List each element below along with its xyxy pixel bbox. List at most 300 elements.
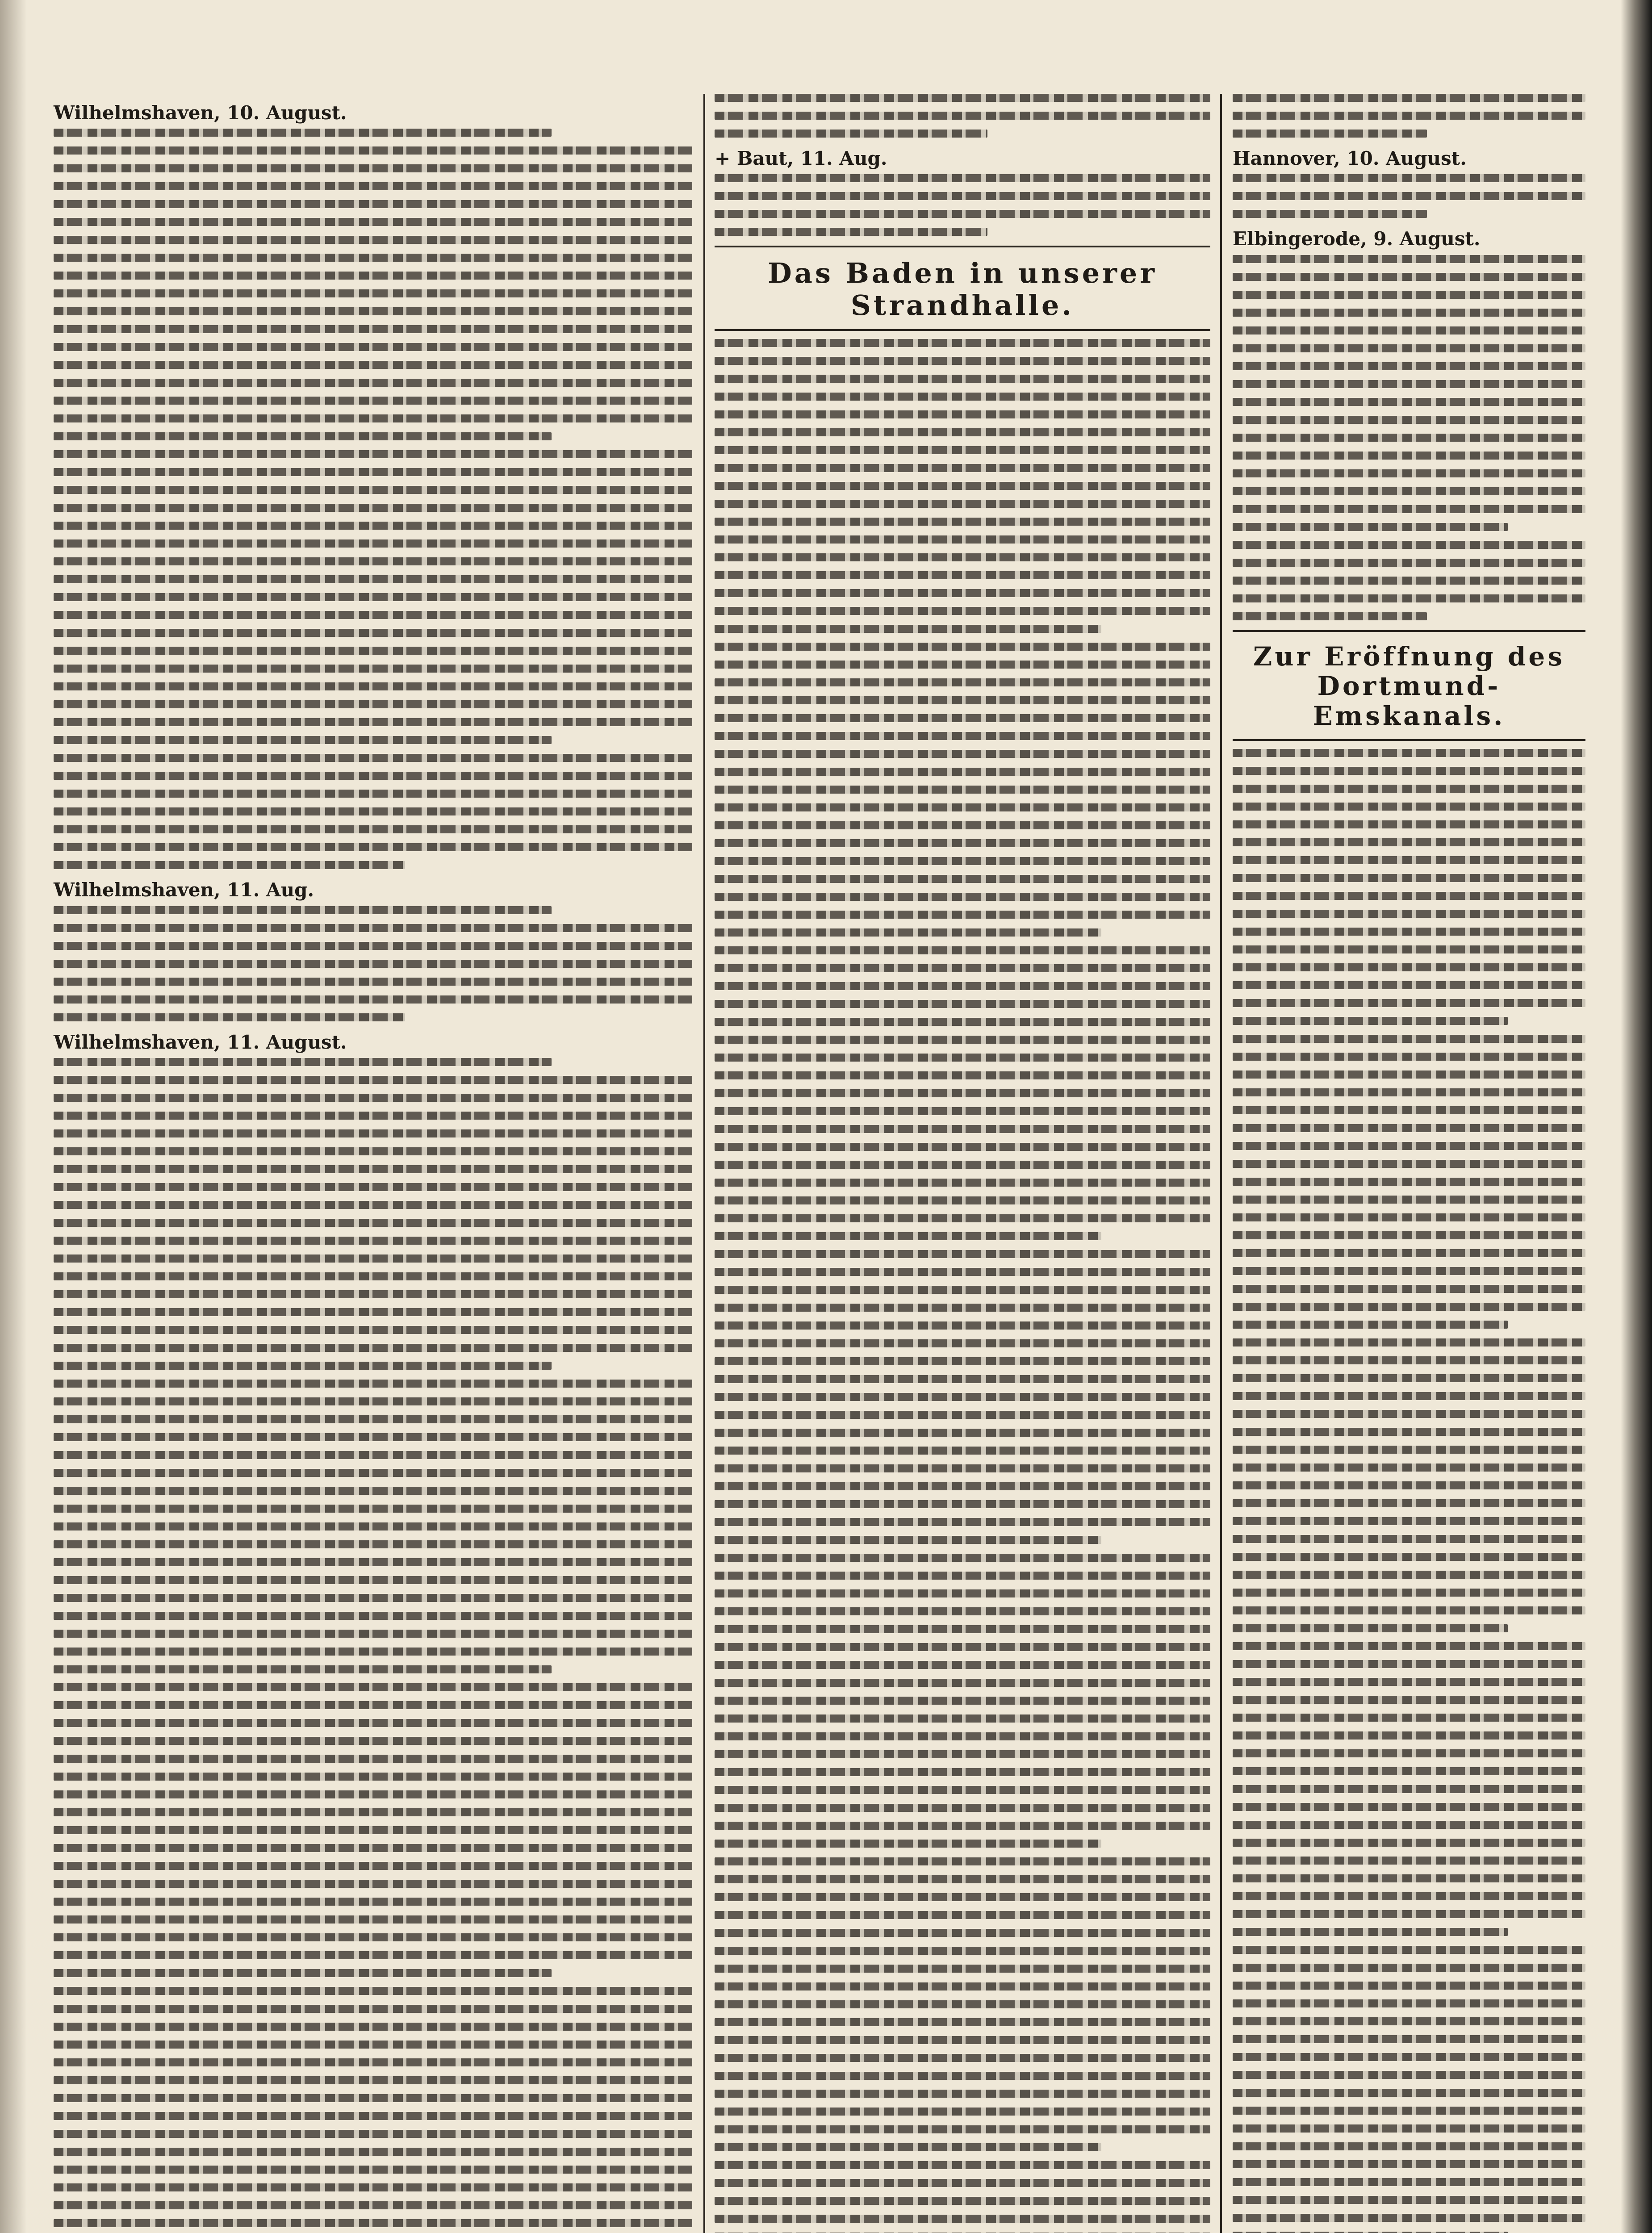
text-line bbox=[1233, 1874, 1585, 1882]
text-line bbox=[1233, 1196, 1585, 1204]
text-line bbox=[715, 1697, 1210, 1705]
text-line bbox=[54, 379, 692, 387]
text-line bbox=[715, 428, 1210, 436]
section-heading: Das Baden in unserer Strandhalle. bbox=[768, 257, 1157, 322]
text-line bbox=[715, 2072, 1210, 2080]
text-line bbox=[54, 924, 692, 932]
text-line bbox=[715, 768, 1210, 776]
text-line bbox=[1233, 1928, 1508, 1936]
text-line bbox=[715, 339, 1210, 347]
text-line bbox=[1233, 1249, 1585, 1257]
text-line bbox=[54, 522, 692, 530]
text-line bbox=[1233, 1839, 1585, 1847]
text-line bbox=[1233, 362, 1585, 370]
text-line bbox=[715, 535, 1210, 544]
text-line bbox=[1233, 1678, 1585, 1686]
text-line bbox=[54, 1594, 692, 1602]
text-line bbox=[1233, 1338, 1585, 1346]
text-line bbox=[54, 325, 692, 333]
text-line bbox=[715, 1893, 1210, 1901]
article-body bbox=[54, 906, 692, 1021]
text-line bbox=[54, 539, 692, 548]
text-line bbox=[1233, 1160, 1585, 1168]
column-middle bbox=[715, 94, 1210, 2233]
section-separator bbox=[1233, 739, 1585, 741]
text-line bbox=[54, 1719, 692, 1727]
text-line bbox=[1233, 1446, 1585, 1454]
text-line bbox=[715, 174, 1210, 182]
text-line bbox=[715, 192, 1210, 200]
text-line bbox=[1233, 594, 1585, 602]
text-line bbox=[715, 1000, 1210, 1008]
text-line bbox=[1233, 2214, 1585, 2222]
text-line bbox=[1233, 928, 1585, 936]
text-line bbox=[54, 1237, 692, 1245]
text-line bbox=[1233, 1053, 1585, 1061]
text-line bbox=[715, 130, 987, 138]
page-binding-shadow bbox=[0, 0, 27, 2233]
text-line bbox=[1233, 1410, 1585, 1418]
text-line bbox=[54, 1183, 692, 1191]
text-line bbox=[715, 893, 1210, 901]
text-line bbox=[715, 1018, 1210, 1026]
text-line bbox=[54, 254, 692, 262]
text-line bbox=[1233, 130, 1427, 138]
text-line bbox=[54, 1397, 692, 1405]
text-line bbox=[715, 1143, 1210, 1151]
text-line bbox=[1233, 1946, 1585, 1954]
text-line bbox=[715, 732, 1210, 740]
text-line bbox=[54, 2005, 692, 2013]
text-line bbox=[715, 625, 1101, 633]
text-line bbox=[54, 1326, 692, 1334]
text-line bbox=[1233, 309, 1585, 317]
text-line bbox=[54, 557, 692, 565]
section-separator bbox=[1233, 630, 1585, 632]
text-line bbox=[1233, 1553, 1585, 1561]
text-line bbox=[715, 1393, 1210, 1401]
text-line bbox=[715, 112, 1210, 120]
dateline: Wilhelmshaven, 11. Aug. bbox=[54, 879, 314, 901]
text-line bbox=[715, 2108, 1210, 2116]
text-line bbox=[715, 982, 1210, 990]
text-line bbox=[715, 2179, 1210, 2187]
text-line bbox=[54, 1487, 692, 1495]
text-line bbox=[715, 821, 1210, 829]
text-line bbox=[54, 289, 692, 297]
text-line bbox=[715, 1875, 1210, 1883]
dateline: Hannover, 10. August. bbox=[1233, 147, 1467, 169]
section-separator bbox=[715, 246, 1210, 247]
article-body bbox=[1233, 174, 1585, 218]
text-line bbox=[1233, 803, 1585, 811]
text-line bbox=[54, 1290, 692, 1298]
text-line bbox=[54, 182, 692, 190]
text-line bbox=[715, 1554, 1210, 1562]
section-separator bbox=[715, 329, 1210, 331]
text-line bbox=[54, 2166, 692, 2174]
text-line bbox=[1233, 344, 1585, 352]
text-line bbox=[715, 1625, 1210, 1633]
text-line bbox=[54, 1898, 692, 1906]
text-line bbox=[54, 843, 692, 851]
text-line bbox=[54, 1076, 692, 1084]
text-line bbox=[715, 228, 987, 236]
text-line bbox=[715, 2161, 1210, 2169]
text-line bbox=[54, 2076, 692, 2084]
text-line bbox=[54, 1630, 692, 1638]
text-line bbox=[54, 1112, 692, 1120]
text-line bbox=[54, 1558, 692, 1566]
text-line bbox=[1233, 1017, 1508, 1025]
text-line bbox=[715, 1911, 1210, 1919]
text-line bbox=[54, 2112, 692, 2120]
text-line bbox=[715, 1161, 1210, 1169]
text-line bbox=[1233, 1303, 1585, 1311]
text-line bbox=[1233, 1267, 1585, 1275]
text-line bbox=[1233, 1767, 1585, 1775]
text-line bbox=[715, 1089, 1210, 1097]
text-line bbox=[1233, 1124, 1585, 1132]
text-line bbox=[54, 978, 692, 986]
text-line bbox=[54, 1362, 552, 1370]
text-line bbox=[715, 1786, 1210, 1794]
text-line bbox=[54, 807, 692, 815]
text-line bbox=[1233, 820, 1585, 828]
text-line bbox=[54, 2058, 692, 2066]
text-line bbox=[715, 1840, 1101, 1848]
text-line bbox=[54, 1129, 692, 1137]
text-line bbox=[1233, 1731, 1585, 1740]
text-line bbox=[715, 393, 1210, 401]
text-line bbox=[54, 1094, 692, 1102]
text-line bbox=[715, 1214, 1210, 1222]
text-line bbox=[715, 1304, 1210, 1312]
text-line bbox=[715, 1732, 1210, 1740]
text-line bbox=[54, 1272, 692, 1280]
text-line bbox=[1233, 416, 1585, 424]
text-line bbox=[1233, 1142, 1585, 1150]
text-line bbox=[715, 500, 1210, 508]
text-line bbox=[715, 2143, 1101, 2151]
text-line bbox=[54, 450, 692, 458]
column-right bbox=[1233, 94, 1585, 2233]
text-line bbox=[1233, 1035, 1585, 1043]
text-line bbox=[715, 607, 1210, 615]
text-line bbox=[1233, 1499, 1585, 1507]
text-line bbox=[1233, 2089, 1585, 2097]
text-line bbox=[1233, 523, 1508, 531]
text-line bbox=[715, 1411, 1210, 1419]
text-line bbox=[715, 1607, 1210, 1615]
text-line bbox=[54, 146, 692, 155]
text-line bbox=[54, 1880, 692, 1888]
text-line bbox=[54, 1987, 692, 1995]
text-line bbox=[715, 589, 1210, 597]
text-line bbox=[1233, 2160, 1585, 2168]
text-line bbox=[54, 772, 692, 780]
text-line bbox=[715, 1679, 1210, 1687]
text-line bbox=[1233, 1428, 1585, 1436]
text-line bbox=[1233, 767, 1585, 775]
text-line bbox=[1233, 1749, 1585, 1757]
text-line bbox=[54, 2219, 692, 2227]
text-line bbox=[1233, 112, 1585, 120]
text-line bbox=[54, 665, 692, 673]
text-line bbox=[54, 1254, 692, 1263]
text-line bbox=[54, 2023, 692, 2031]
text-line bbox=[54, 611, 692, 619]
text-line bbox=[715, 928, 1101, 937]
text-line bbox=[1233, 577, 1585, 585]
text-line bbox=[715, 2018, 1210, 2026]
text-line bbox=[1233, 1660, 1585, 1668]
text-line bbox=[54, 1790, 692, 1798]
text-line bbox=[1233, 1088, 1585, 1096]
text-line bbox=[715, 1536, 1101, 1544]
text-line bbox=[1233, 2124, 1585, 2133]
text-line bbox=[715, 786, 1210, 794]
text-line bbox=[1233, 1571, 1585, 1579]
text-line bbox=[1233, 487, 1585, 495]
text-line bbox=[1233, 1803, 1585, 1811]
text-line bbox=[715, 482, 1210, 490]
text-line bbox=[1233, 1321, 1508, 1329]
text-line bbox=[54, 1576, 692, 1584]
text-line bbox=[54, 647, 692, 655]
text-line bbox=[54, 2183, 692, 2191]
text-line bbox=[1233, 2107, 1585, 2115]
text-line bbox=[715, 1286, 1210, 1294]
text-line bbox=[715, 1036, 1210, 1044]
text-line bbox=[1233, 434, 1585, 442]
text-line bbox=[715, 571, 1210, 579]
text-line bbox=[54, 200, 692, 208]
text-line bbox=[715, 518, 1210, 526]
text-line bbox=[715, 1268, 1210, 1276]
text-line bbox=[1233, 291, 1585, 299]
text-line bbox=[54, 218, 692, 226]
section-heading: Zur Eröffnung des Dortmund-Emskanals. bbox=[1253, 641, 1565, 732]
text-line bbox=[54, 2130, 692, 2138]
text-line bbox=[1233, 505, 1585, 513]
text-line bbox=[715, 1054, 1210, 1062]
text-line bbox=[715, 661, 1210, 669]
text-line bbox=[1233, 1857, 1585, 1865]
text-line bbox=[715, 1804, 1210, 1812]
text-line bbox=[715, 464, 1210, 472]
text-line bbox=[715, 357, 1210, 365]
text-line bbox=[54, 1433, 692, 1441]
text-line bbox=[54, 1505, 692, 1513]
text-line bbox=[715, 2197, 1210, 2205]
text-line bbox=[715, 1750, 1210, 1758]
dateline: Wilhelmshaven, 11. August. bbox=[54, 1031, 347, 1053]
text-line bbox=[54, 1522, 692, 1530]
text-line bbox=[54, 861, 405, 869]
text-line bbox=[54, 1915, 692, 1924]
text-line bbox=[1233, 1213, 1585, 1221]
text-line bbox=[54, 2094, 692, 2102]
text-line bbox=[54, 1755, 692, 1763]
text-line bbox=[1233, 1821, 1585, 1829]
text-line bbox=[54, 1380, 692, 1388]
article-body bbox=[1233, 749, 1585, 2233]
page-edge-shadow bbox=[1621, 0, 1652, 2233]
text-line bbox=[54, 1951, 692, 1959]
text-line bbox=[715, 1518, 1210, 1526]
text-line bbox=[715, 1643, 1210, 1651]
text-line bbox=[54, 343, 692, 351]
text-line bbox=[1233, 856, 1585, 864]
text-line bbox=[715, 1464, 1210, 1472]
text-line bbox=[1233, 1589, 1585, 1597]
text-line bbox=[54, 629, 692, 637]
text-line bbox=[715, 410, 1210, 418]
column-rule-2 bbox=[1220, 94, 1222, 2233]
text-line bbox=[54, 682, 692, 690]
text-line bbox=[1233, 1714, 1585, 1722]
text-line bbox=[54, 1219, 692, 1227]
text-line bbox=[1233, 94, 1585, 102]
text-line bbox=[715, 946, 1210, 954]
text-line bbox=[1233, 255, 1585, 263]
text-line bbox=[715, 1857, 1210, 1865]
text-line bbox=[715, 553, 1210, 561]
text-line bbox=[54, 236, 692, 244]
article-body bbox=[715, 339, 1210, 2233]
text-line bbox=[715, 1447, 1210, 1455]
text-line bbox=[715, 875, 1210, 883]
text-line bbox=[1233, 1785, 1585, 1793]
text-line bbox=[715, 1572, 1210, 1580]
article-body bbox=[715, 174, 1210, 236]
text-line bbox=[1233, 1535, 1585, 1543]
text-line bbox=[54, 361, 692, 369]
text-line bbox=[54, 1344, 692, 1352]
text-line bbox=[1233, 273, 1585, 281]
text-line bbox=[54, 1648, 692, 1656]
text-line bbox=[715, 1107, 1210, 1115]
text-line bbox=[1233, 2071, 1585, 2079]
text-line bbox=[54, 1165, 692, 1173]
text-line bbox=[54, 960, 692, 968]
text-line bbox=[715, 1822, 1210, 1830]
dateline: + Baut, 11. Aug. bbox=[715, 147, 887, 169]
text-line bbox=[1233, 1464, 1585, 1472]
text-line bbox=[715, 1196, 1210, 1204]
text-line bbox=[54, 468, 692, 476]
text-line bbox=[1233, 2017, 1585, 2025]
text-line bbox=[715, 375, 1210, 383]
text-line bbox=[54, 504, 692, 512]
text-line bbox=[1233, 945, 1585, 953]
text-line bbox=[715, 714, 1210, 722]
text-line bbox=[54, 754, 692, 762]
article-body bbox=[1233, 94, 1585, 138]
text-line bbox=[715, 2054, 1210, 2062]
text-line bbox=[54, 1540, 692, 1548]
text-line bbox=[1233, 326, 1585, 335]
text-line bbox=[1233, 2142, 1585, 2150]
text-line bbox=[1233, 192, 1585, 200]
text-line bbox=[715, 1375, 1210, 1383]
text-line bbox=[54, 2148, 692, 2156]
text-line bbox=[54, 486, 692, 494]
text-line bbox=[1233, 749, 1585, 757]
text-line bbox=[54, 307, 692, 315]
text-line bbox=[1233, 452, 1585, 460]
text-line bbox=[715, 1339, 1210, 1347]
text-line bbox=[1233, 1999, 1585, 2007]
dateline: Elbingerode, 9. August. bbox=[1233, 228, 1481, 250]
text-line bbox=[1233, 1374, 1585, 1382]
text-line bbox=[54, 1013, 405, 1021]
text-line bbox=[715, 1982, 1210, 1990]
text-line bbox=[715, 2125, 1210, 2133]
text-line bbox=[1233, 1178, 1585, 1186]
text-line bbox=[1233, 1642, 1585, 1650]
text-line bbox=[715, 2215, 1210, 2223]
article-body bbox=[54, 129, 692, 869]
text-line bbox=[1233, 1696, 1585, 1704]
text-line bbox=[1233, 210, 1427, 218]
text-line bbox=[54, 575, 692, 583]
text-line bbox=[715, 1500, 1210, 1508]
text-line bbox=[715, 2090, 1210, 2098]
text-line bbox=[715, 1929, 1210, 1937]
text-line bbox=[54, 1844, 692, 1852]
text-line bbox=[54, 1612, 692, 1620]
text-line bbox=[1233, 469, 1585, 477]
text-line bbox=[715, 1232, 1101, 1240]
text-line bbox=[54, 718, 692, 726]
text-line bbox=[1233, 874, 1585, 882]
text-line bbox=[715, 1947, 1210, 1955]
text-line bbox=[715, 1714, 1210, 1723]
text-line bbox=[54, 1451, 692, 1459]
text-line bbox=[715, 1250, 1210, 1258]
text-line bbox=[54, 129, 552, 137]
text-line bbox=[1233, 2053, 1585, 2061]
text-line bbox=[715, 964, 1210, 972]
text-line bbox=[54, 1308, 692, 1316]
text-line bbox=[54, 1808, 692, 1816]
text-line bbox=[1233, 838, 1585, 846]
text-line bbox=[54, 1201, 692, 1209]
text-line bbox=[54, 736, 552, 744]
text-line bbox=[715, 1661, 1210, 1669]
text-line bbox=[715, 2036, 1210, 2044]
text-line bbox=[715, 1429, 1210, 1437]
article-body bbox=[54, 1058, 692, 2233]
text-line bbox=[1233, 380, 1585, 388]
text-line bbox=[1233, 1356, 1585, 1364]
text-line bbox=[715, 839, 1210, 847]
text-line bbox=[715, 678, 1210, 686]
article-body bbox=[715, 94, 1210, 138]
text-line bbox=[715, 1321, 1210, 1330]
text-line bbox=[715, 750, 1210, 758]
text-line bbox=[54, 1862, 692, 1870]
text-line bbox=[715, 803, 1210, 811]
text-line bbox=[54, 1058, 552, 1066]
text-line bbox=[1233, 398, 1585, 406]
text-line bbox=[54, 414, 692, 422]
text-line bbox=[54, 1933, 692, 1941]
text-line bbox=[54, 1969, 552, 1977]
text-line bbox=[1233, 1624, 1508, 1632]
